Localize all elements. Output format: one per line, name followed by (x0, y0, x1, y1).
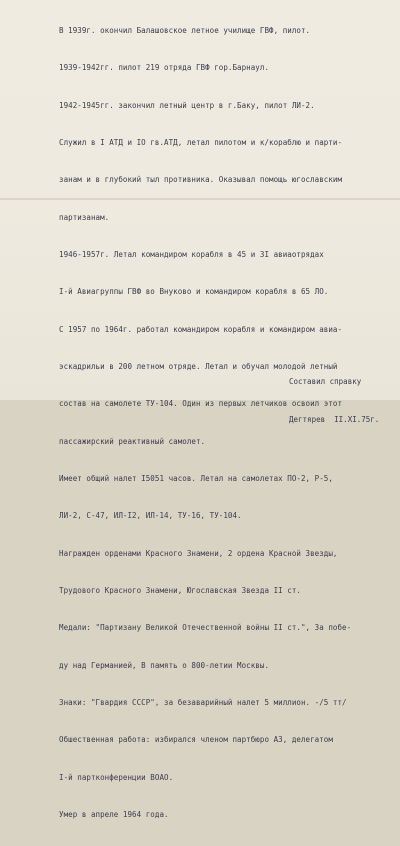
signature-name-date: Дегтярев II.XI.75г. (289, 414, 380, 424)
body-line: Трудового Красного Знамени, Югославская Звезда II ст. (59, 586, 301, 596)
body-line: ду над Германией, В память о 800-летии Москвы. (59, 660, 270, 670)
body-line: Умер в апреле 1964 года. (59, 810, 169, 820)
body-line: эскадрильи в 200 летном отряде. Летал и обучал молодой летный (59, 362, 338, 371)
body-line: Медали: "Партизану Великой Отечественной войны II ст.", За побе- (59, 623, 352, 633)
body-line: Награжден орденами Красного Знамени, 2 ордена Красной Звезды, (59, 548, 338, 558)
body-line: пассажирский реактивный самолет. (59, 436, 206, 446)
body-line: Обшественная работа: избирался членом партбюро АЗ, делегатом (59, 735, 333, 745)
body-line: I-й Авиагруппы ГВФ во Внуково и командиром корабля в 65 ЛО. (59, 287, 329, 297)
signature-caption: Составил справку (289, 377, 362, 386)
body-line: В 1939г. окончил Балашовское летное училище ГВФ, пилот. (59, 25, 311, 35)
signature-block (289, 351, 379, 451)
body-line: партизанам. (59, 212, 110, 222)
body-line: Имеет общий налет I5051 часов. Летал на самолетах ПО-2, Р-5, (59, 474, 333, 484)
body-line: Служил в I АТД и IO гв.АТД, летал пилотом и к/кораблю и парти- (59, 137, 343, 147)
body-line: 1946-1957г. Летал командиром корабля в 45 и 3I авиаотрядах (59, 249, 324, 259)
body-line: 1942-1945гг. закончил летный центр в г.Баку, пилот ЛИ-2. (59, 100, 315, 110)
body-line: I-й партконференции ВОАО. (59, 772, 174, 782)
body-line: Знаки: "Гвардия СССР", за безаварийный налет 5 миллион. -/5 тт/ (59, 698, 347, 708)
body-line: С 1957 по 1964г. работал командиром корабля и командиром авиа- (59, 324, 343, 334)
body-line: занам и в глубокий тыл противника. Оказывал помощь югославским (59, 175, 343, 185)
body-line: 1939-1942гг. пилот 219 отряда ГВФ гор.Барнаул. (59, 63, 270, 73)
body-line: состав на самолете ТУ-104. Один из первых летчиков освоил этот (59, 399, 343, 409)
body-line: ЛИ-2, С-47, ИЛ-I2, ИЛ-14, ТУ-16, ТУ-104. (59, 511, 242, 521)
